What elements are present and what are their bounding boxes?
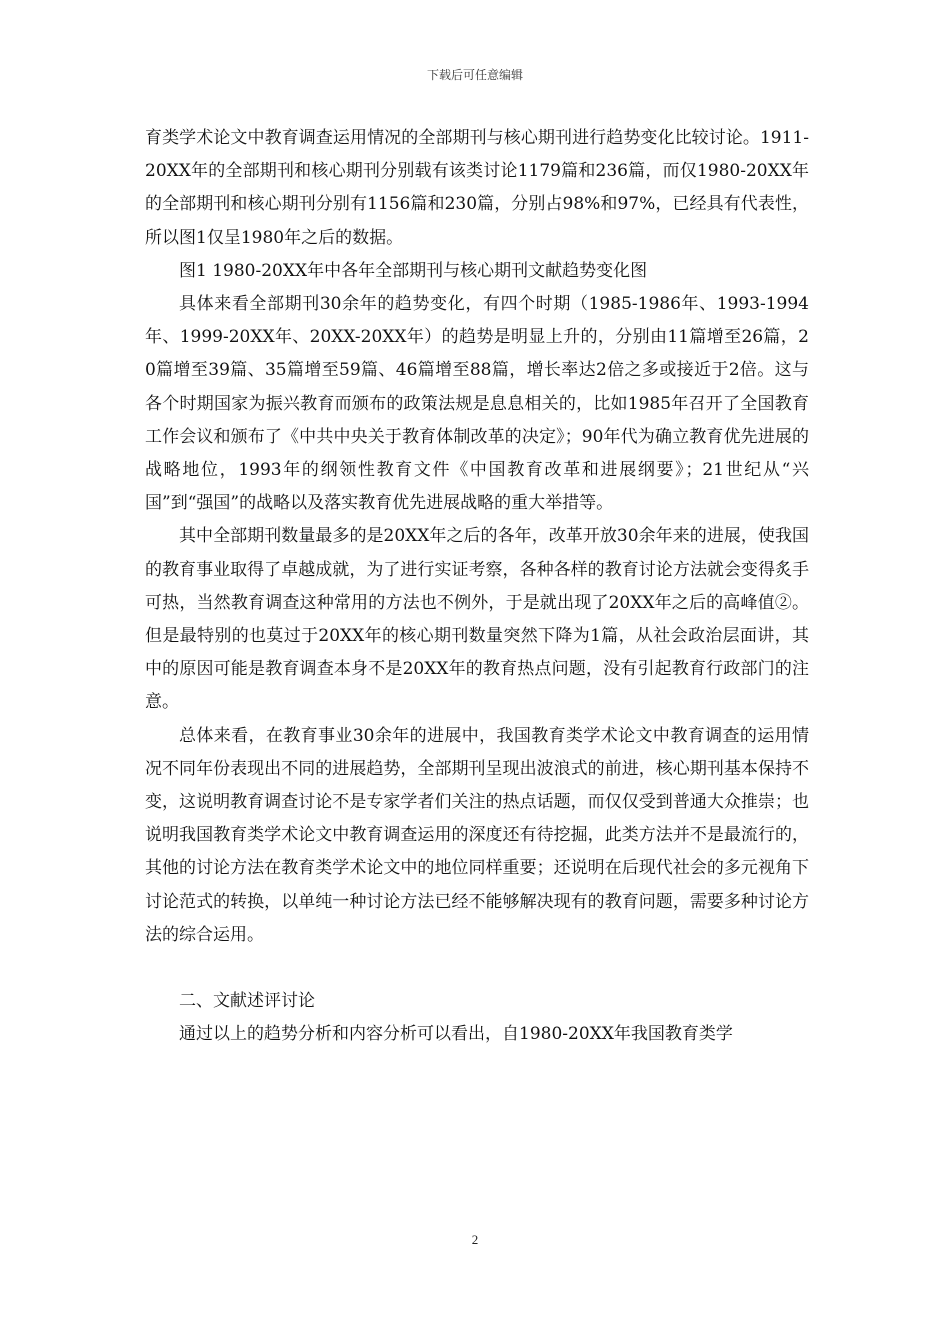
section-heading: 二、文献述评讨论 [179, 991, 315, 1012]
paragraph-intro: 育类学术论文中教育调查运用情况的全部期刊与核心期刊进行趋势变化比较讨论。1911-20XX年的全部期刊和核心期刊分别载有该类讨论1179篇和236篇，而仅1980-20XX年的全部期刊和核心期刊分别有1156篇和230篇，分别占98%和97%，已经具有代表性，所以图1仅呈1980年之后的数据。 [145, 128, 809, 248]
page-header: 下载后可任意编辑 [426, 68, 523, 82]
paragraph-peak: 其中全部期刊数量最多的是20XX年之后的各年，改革开放30余年来的进展，使我国的教育事业取得了卓越成就，为了进行实证考察，各种各样的教育讨论方法就会变得炙手可热，当然教育调查这种常用的方法也不例外，于是就出现了20XX年之后的高峰值②。但是最特别的也莫过于20XX年的核心期刊数量突然下降为1篇，从社会政治层面讲，其中的原因可能是教育调查本身不是20XX年的教育热点问题，没有引起教育行政部门的注意。 [145, 526, 809, 713]
page-number: 2 [471, 1232, 479, 1247]
paragraph-review: 通过以上的趋势分析和内容分析可以看出，自1980-20XX年我国教育类学 [179, 1024, 733, 1045]
paragraph-trend-periods: 具体来看全部期刊30余年的趋势变化，有四个时期（1985-1986年、1993-1994年、1999-20XX年、20XX-20XX年）的趋势是明显上升的，分别由11篇增至26篇，20篇增至39篇、35篇增至59篇、46篇增至88篇，增长率达2倍之多或接近于2倍。这与各个时期国家为振兴教育而颁布的政策法规是息息相关的，比如1985年召开了全国教育工作会议和颁布了《中共中央关于教育体制改革的决定》；90年代为确立教育优先进展的战略地位，1993年的纲领性教育文件《中国教育改革和进展纲要》；21世纪从“兴国”到“强国”的战略以及落实教育优先进展战略的重大举措等。 [145, 294, 809, 514]
figure-caption: 图1 1980-20XX年中各年全部期刊与核心期刊文献趋势变化图 [179, 260, 648, 281]
paragraph-summary: 总体来看，在教育事业30余年的进展中，我国教育类学术论文中教育调查的运用情况不同年份表现出不同的进展趋势，全部期刊呈现出波浪式的前进，核心期刊基本保持不变，这说明教育调查讨论不是专家学者们关注的热点话题，而仅仅受到普通大众推崇；也说明我国教育类学术论文中教育调查运用的深度还有待挖掘，此类方法并不是最流行的，其他的讨论方法在教育类学术论文中的地位同样重要；还说明在后现代社会的多元视角下讨论范式的转换，以单纯一种讨论方法已经不能够解决现有的教育问题，需要多种讨论方法的综合运用。 [145, 725, 809, 945]
document-body [145, 122, 809, 1051]
